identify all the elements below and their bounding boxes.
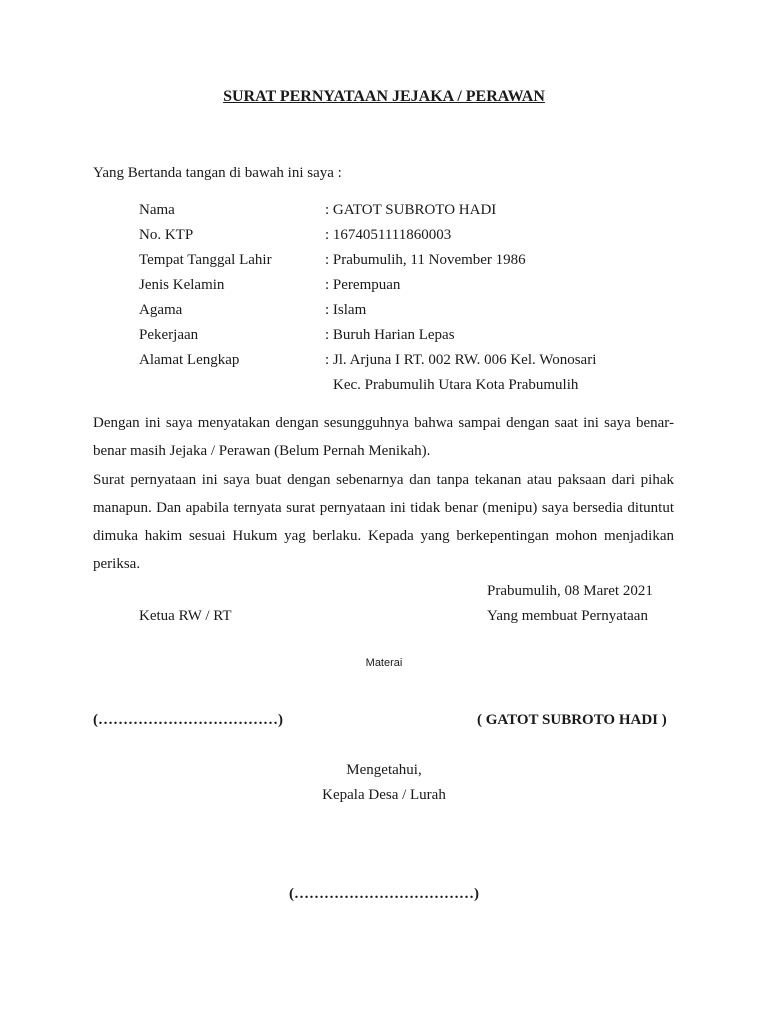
field-label-ttl: Tempat Tanggal Lahir — [139, 252, 272, 268]
materai-label: Materai — [365, 657, 403, 669]
village-head-title: Kepala Desa / Lurah — [322, 787, 446, 803]
field-label-pekerjaan: Pekerjaan — [139, 327, 199, 343]
field-label-agama: Agama — [139, 302, 183, 318]
field-value-agama: : Islam — [325, 302, 367, 318]
field-label-alamat: Alamat Lengkap — [139, 352, 240, 368]
field-label-nama: Nama — [139, 202, 175, 218]
declarant-signer-title: Yang membuat Pernyataan — [487, 608, 648, 624]
field-value-ktp: : 1674051111860003 — [325, 227, 452, 243]
village-head-signature-line: (………………………………) — [289, 886, 479, 902]
rw-rt-signature-line: (………………………………) — [93, 712, 283, 728]
acknowledged-label: Mengetahui, — [346, 762, 422, 778]
field-value-ttl: : Prabumulih, 11 November 1986 — [325, 252, 526, 268]
declarant-signature-name: ( GATOT SUBROTO HADI ) — [477, 712, 667, 728]
field-label-jenis-kelamin: Jenis Kelamin — [139, 277, 225, 293]
place-date: Prabumulih, 08 Maret 2021 — [487, 583, 653, 599]
field-value-alamat: : Jl. Arjuna I RT. 002 RW. 006 Kel. Wonosari — [325, 352, 597, 368]
rw-rt-signer-title: Ketua RW / RT — [139, 608, 232, 624]
field-value-jenis-kelamin: : Perempuan — [325, 277, 401, 293]
field-value-alamat-line2: Kec. Prabumulih Utara Kota Prabumulih — [333, 377, 579, 393]
intro-text: Yang Bertanda tangan di bawah ini saya : — [93, 165, 342, 181]
field-label-ktp: No. KTP — [139, 227, 194, 243]
document-title: SURAT PERNYATAAN JEJAKA / PERAWAN — [223, 88, 545, 105]
field-value-pekerjaan: : Buruh Harian Lepas — [325, 327, 455, 343]
declaration-paragraph: Surat pernyataan ini saya buat dengan sebenarnya dan tanpa tekanan atau paksaan dari pihak manapun. Dan apabila ternyata surat pernyataan ini tidak benar (menipu) saya bersedia dituntut dimuka hakim sesuai Hukum yag berlaku. Kepada yang berkepentingan mohon menjadikan periksa. — [93, 472, 674, 572]
statement-paragraph: Dengan ini saya menyatakan dengan sesungguhnya bahwa sampai dengan saat ini saya benar-benar masih Jejaka / Perawan (Belum Pernah Menikah). — [93, 415, 674, 459]
field-value-nama: : GATOT SUBROTO HADI — [325, 202, 497, 218]
